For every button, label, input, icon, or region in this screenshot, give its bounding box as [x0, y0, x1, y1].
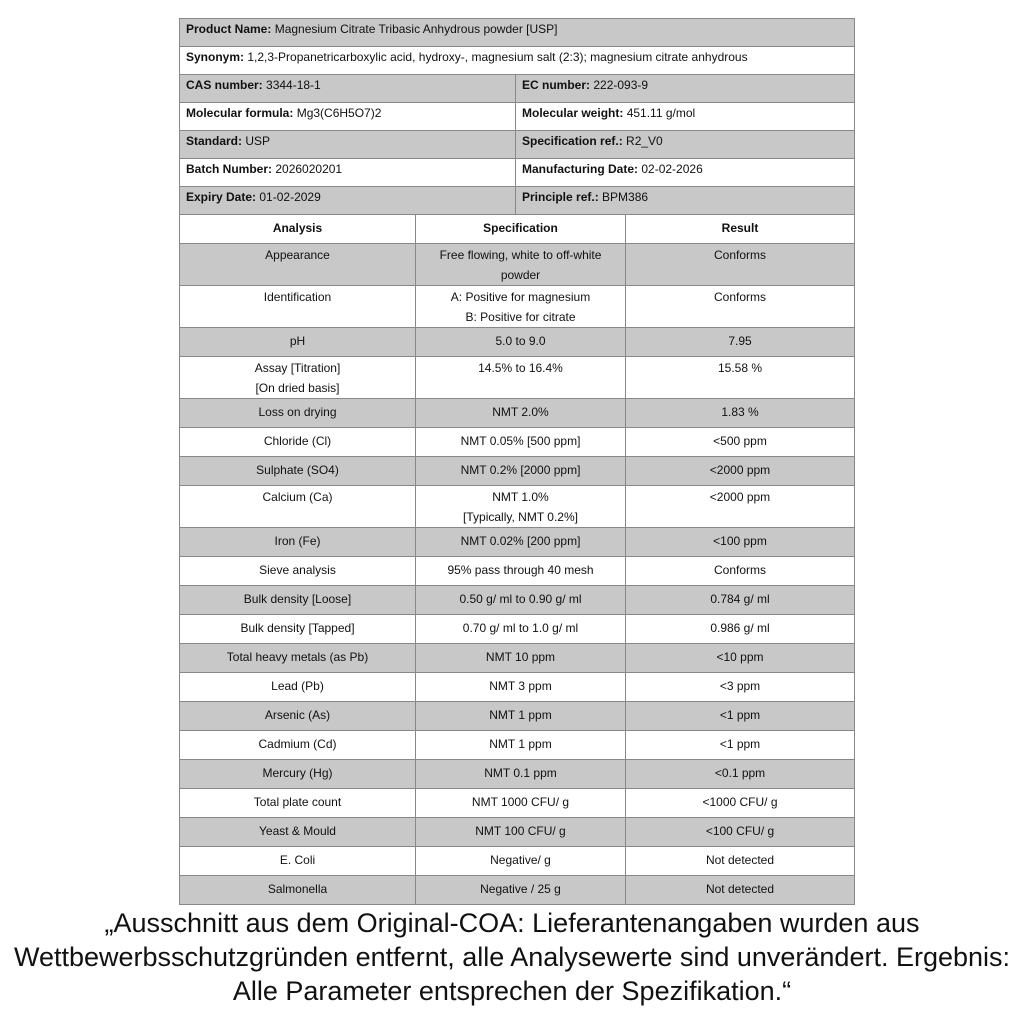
- analysis-cell: [180, 586, 416, 615]
- result-cell: [626, 528, 855, 557]
- analysis-cell-line: [On dried basis]: [255, 381, 340, 395]
- analysis-cell: [180, 399, 416, 428]
- coa-table: [179, 18, 855, 905]
- result-cell-line: <500 ppm: [713, 434, 767, 448]
- result-cell-line: <10 ppm: [716, 650, 764, 664]
- analysis-column-headers: [180, 215, 855, 244]
- analysis-cell-line: Bulk density [Loose]: [243, 592, 352, 606]
- analysis-cell-line: Salmonella: [267, 882, 328, 896]
- specification-cell: [416, 457, 626, 486]
- analysis-cell: [180, 244, 416, 286]
- result-cell: [626, 586, 855, 615]
- standard-spec-row: [180, 131, 855, 159]
- table-row: [180, 286, 855, 328]
- caption-text: „Ausschnitt aus dem Original-COA: Lieferantenangaben wurden aus Wettbewerbsschutzgründen entfernt, alle Analysewerte sind unverändert. Ergebnis: Alle Parameter entsprechen der Spezifikation.“: [13, 908, 1011, 1006]
- table-row: [180, 673, 855, 702]
- specification-cell-line: NMT 1.0%: [492, 490, 549, 504]
- analysis-cell-line: Sulphate (SO4): [256, 463, 339, 477]
- result-cell: [626, 286, 855, 328]
- result-cell: [626, 457, 855, 486]
- expiry-date-value: 01-02-2029: [259, 190, 321, 204]
- synonym-label: Synonym:: [186, 50, 245, 64]
- table-row: [180, 644, 855, 673]
- result-cell: [626, 615, 855, 644]
- specification-cell-line: 14.5% to 16.4%: [478, 361, 563, 375]
- analysis-cell-line: pH: [289, 334, 306, 348]
- cas-ec-row: [180, 75, 855, 103]
- result-cell: [626, 673, 855, 702]
- analysis-cell: [180, 760, 416, 789]
- specification-cell: [416, 847, 626, 876]
- analysis-rows: [180, 244, 855, 905]
- table-row: [180, 702, 855, 731]
- specification-ref-value: R2_V0: [626, 134, 663, 148]
- analysis-cell: [180, 615, 416, 644]
- column-header-result: Result: [626, 215, 855, 244]
- analysis-cell: [180, 486, 416, 528]
- specification-cell: [416, 244, 626, 286]
- result-cell: [626, 818, 855, 847]
- specification-cell: [416, 702, 626, 731]
- specification-cell-line: Negative/ g: [490, 853, 551, 867]
- result-cell-line: <1000 CFU/ g: [702, 795, 778, 809]
- table-row: [180, 615, 855, 644]
- specification-cell-line: NMT 10 ppm: [485, 650, 556, 664]
- table-row: [180, 789, 855, 818]
- synonym-value: 1,2,3-Propanetricarboxylic acid, hydroxy-, magnesium salt (2:3); magnesium citrate anhydrous: [247, 50, 748, 64]
- specification-cell: [416, 528, 626, 557]
- expiry-date-label: Expiry Date:: [186, 190, 257, 204]
- specification-cell-line: NMT 1000 CFU/ g: [471, 795, 570, 809]
- table-row: [180, 847, 855, 876]
- analysis-cell: [180, 702, 416, 731]
- principle-ref-value: BPM386: [602, 190, 649, 204]
- specification-cell-line: NMT 0.05% [500 ppm]: [460, 434, 581, 448]
- result-cell-line: <100 ppm: [713, 534, 767, 548]
- ec-number-value: 222-093-9: [593, 78, 649, 92]
- result-cell-line: <1 ppm: [719, 737, 761, 751]
- analysis-cell: [180, 286, 416, 328]
- result-cell: [626, 428, 855, 457]
- specification-cell-line: NMT 0.2% [2000 ppm]: [460, 463, 581, 477]
- specification-cell-line: powder: [500, 268, 541, 282]
- table-row: [180, 457, 855, 486]
- specification-cell: [416, 557, 626, 586]
- analysis-cell-line: Iron (Fe): [274, 534, 321, 548]
- ec-number-label: EC number:: [522, 78, 591, 92]
- result-cell-line: <2000 ppm: [709, 490, 771, 504]
- result-cell-line: <2000 ppm: [709, 463, 771, 477]
- product-name-label: Product Name:: [186, 22, 272, 36]
- specification-ref-label: Specification ref.:: [522, 134, 623, 148]
- analysis-cell: [180, 789, 416, 818]
- result-cell: [626, 760, 855, 789]
- column-header-analysis: Analysis: [180, 215, 416, 244]
- specification-cell-line: 0.50 g/ ml to 0.90 g/ ml: [459, 592, 582, 606]
- analysis-cell-line: Loss on drying: [258, 405, 337, 419]
- analysis-cell: [180, 528, 416, 557]
- result-cell: [626, 847, 855, 876]
- specification-cell: [416, 789, 626, 818]
- batch-number-value: 2026020201: [275, 162, 343, 176]
- product-name-row: [180, 19, 855, 47]
- result-cell-line: 0.784 g/ ml: [710, 592, 770, 606]
- analysis-cell: [180, 457, 416, 486]
- result-cell: [626, 876, 855, 905]
- specification-cell: [416, 357, 626, 399]
- standard-value: USP: [245, 134, 271, 148]
- cas-number-label: CAS number:: [186, 78, 263, 92]
- analysis-cell-line: Total plate count: [253, 795, 342, 809]
- analysis-cell: [180, 644, 416, 673]
- table-row: [180, 328, 855, 357]
- specification-cell: [416, 673, 626, 702]
- table-row: [180, 557, 855, 586]
- result-cell-line: 0.986 g/ ml: [710, 621, 770, 635]
- result-cell: [626, 328, 855, 357]
- result-cell: [626, 244, 855, 286]
- expiry-principle-row: [180, 187, 855, 215]
- molecular-formula-value: Mg3(C6H5O7)2: [296, 106, 382, 120]
- standard-label: Standard:: [186, 134, 243, 148]
- specification-cell-line: 0.70 g/ ml to 1.0 g/ ml: [462, 621, 579, 635]
- analysis-cell-line: Identification: [263, 290, 332, 304]
- coa-document: [179, 18, 854, 905]
- specification-cell: [416, 486, 626, 528]
- specification-cell-line: NMT 0.1 ppm: [484, 766, 557, 780]
- result-cell-line: <0.1 ppm: [714, 766, 766, 780]
- table-row: [180, 876, 855, 905]
- result-cell: [626, 399, 855, 428]
- analysis-cell-line: Mercury (Hg): [262, 766, 333, 780]
- analysis-cell: [180, 876, 416, 905]
- specification-cell-line: 95% pass through 40 mesh: [447, 563, 594, 577]
- analysis-cell: [180, 357, 416, 399]
- analysis-cell: [180, 731, 416, 760]
- result-cell: [626, 557, 855, 586]
- specification-cell-line: [Typically, NMT 0.2%]: [463, 510, 578, 524]
- molecular-formula-label: Molecular formula:: [186, 106, 294, 120]
- analysis-cell: [180, 557, 416, 586]
- analysis-cell-line: Arsenic (As): [264, 708, 331, 722]
- table-row: [180, 731, 855, 760]
- result-cell-line: Not detected: [705, 853, 775, 867]
- specification-cell: [416, 818, 626, 847]
- result-cell-line: <100 CFU/ g: [705, 824, 775, 838]
- analysis-cell-line: Bulk density [Tapped]: [240, 621, 355, 635]
- result-cell: [626, 789, 855, 818]
- table-row: [180, 428, 855, 457]
- analysis-cell: [180, 673, 416, 702]
- specification-cell: [416, 644, 626, 673]
- table-row: [180, 486, 855, 528]
- result-cell-line: 15.58 %: [717, 361, 763, 375]
- analysis-cell: [180, 328, 416, 357]
- table-row: [180, 244, 855, 286]
- specification-cell: [416, 760, 626, 789]
- cas-number-value: 3344-18-1: [266, 78, 321, 92]
- result-cell: [626, 702, 855, 731]
- analysis-cell-line: Chloride (Cl): [263, 434, 332, 448]
- specification-cell: [416, 876, 626, 905]
- manufacturing-date-value: 02-02-2026: [641, 162, 703, 176]
- analysis-cell: [180, 818, 416, 847]
- specification-cell-line: NMT 1 ppm: [489, 737, 552, 751]
- formula-weight-row: [180, 103, 855, 131]
- analysis-cell-line: E. Coli: [279, 853, 316, 867]
- result-cell-line: Conforms: [713, 290, 766, 304]
- molecular-weight-value: 451.11 g/mol: [626, 106, 696, 120]
- result-cell-line: Not detected: [705, 882, 775, 896]
- result-cell-line: <3 ppm: [719, 679, 761, 693]
- result-cell-line: <1 ppm: [719, 708, 761, 722]
- principle-ref-label: Principle ref.:: [522, 190, 599, 204]
- specification-cell: [416, 399, 626, 428]
- specification-cell: [416, 586, 626, 615]
- specification-cell: [416, 615, 626, 644]
- specification-cell-line: Negative / 25 g: [480, 882, 561, 896]
- analysis-cell-line: Cadmium (Cd): [258, 737, 337, 751]
- table-row: [180, 760, 855, 789]
- analysis-cell: [180, 847, 416, 876]
- analysis-cell-line: Assay [Titration]: [254, 361, 341, 375]
- table-row: [180, 399, 855, 428]
- analysis-cell-line: Appearance: [265, 248, 330, 262]
- manufacturing-date-label: Manufacturing Date:: [522, 162, 639, 176]
- batch-number-label: Batch Number:: [186, 162, 273, 176]
- analysis-cell-line: Calcium (Ca): [262, 490, 333, 504]
- table-row: [180, 528, 855, 557]
- result-cell-line: 7.95: [728, 334, 752, 348]
- specification-cell-line: Free flowing, white to off-white: [439, 248, 602, 262]
- specification-cell: [416, 731, 626, 760]
- specification-cell-line: NMT 0.02% [200 ppm]: [460, 534, 581, 548]
- table-row: [180, 818, 855, 847]
- table-row: [180, 357, 855, 399]
- result-cell-line: Conforms: [713, 563, 766, 577]
- analysis-cell: [180, 428, 416, 457]
- specification-cell: [416, 286, 626, 328]
- synonym-row: [180, 47, 855, 75]
- specification-cell-line: B: Positive for citrate: [465, 310, 576, 324]
- analysis-cell-line: Total heavy metals (as Pb): [226, 650, 369, 664]
- table-row: [180, 586, 855, 615]
- specification-cell: [416, 428, 626, 457]
- result-cell: [626, 357, 855, 399]
- specification-cell: [416, 328, 626, 357]
- specification-cell-line: NMT 1 ppm: [489, 708, 552, 722]
- analysis-cell-line: Yeast & Mould: [259, 824, 336, 838]
- batch-mfg-row: [180, 159, 855, 187]
- molecular-weight-label: Molecular weight:: [522, 106, 624, 120]
- specification-cell-line: NMT 100 CFU/ g: [475, 824, 566, 838]
- specification-cell-line: 5.0 to 9.0: [495, 334, 546, 348]
- result-cell-line: Conforms: [713, 248, 766, 262]
- analysis-cell-line: Sieve analysis: [259, 563, 336, 577]
- specification-cell-line: NMT 3 ppm: [489, 679, 552, 693]
- specification-cell-line: A: Positive for magnesium: [450, 290, 591, 304]
- result-cell: [626, 486, 855, 528]
- result-cell-line: 1.83 %: [721, 405, 759, 419]
- analysis-cell-line: Lead (Pb): [271, 679, 324, 693]
- specification-cell-line: NMT 2.0%: [492, 405, 549, 419]
- result-cell: [626, 731, 855, 760]
- column-header-specification: Specification: [416, 215, 626, 244]
- result-cell: [626, 644, 855, 673]
- product-name-value: Magnesium Citrate Tribasic Anhydrous powder [USP]: [274, 22, 558, 36]
